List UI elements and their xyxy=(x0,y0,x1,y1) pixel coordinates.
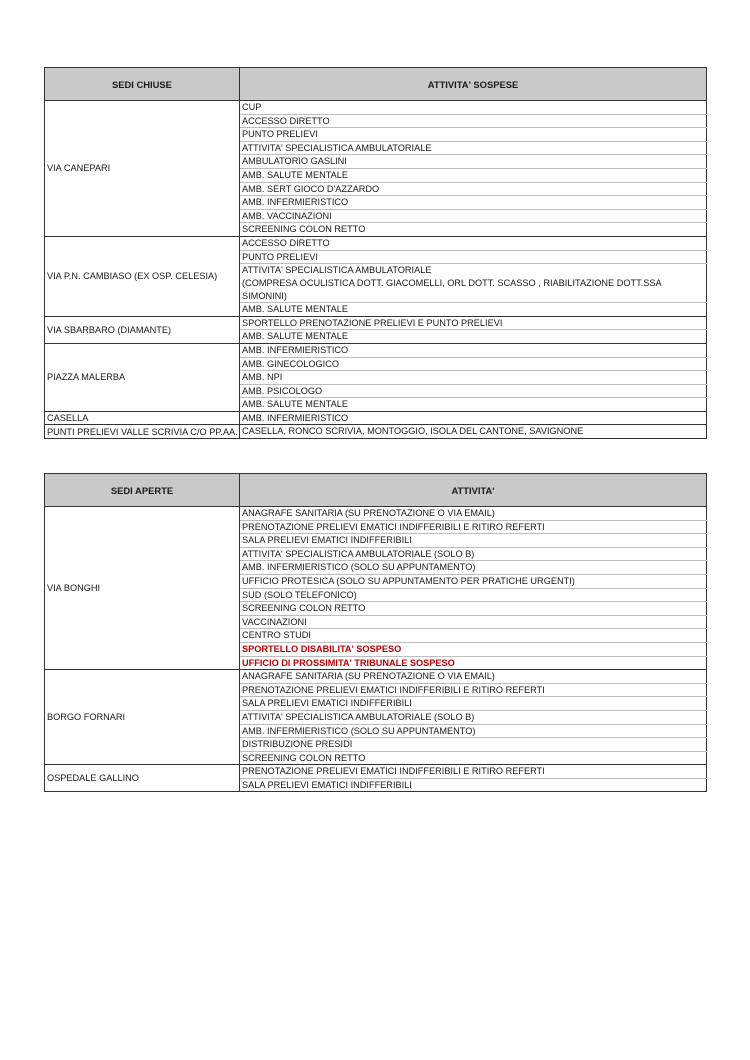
activity-cell: PUNTO PRELIEVI xyxy=(240,250,707,264)
site-name-cell: VIA P.N. CAMBIASO (EX OSP. CELESIA) xyxy=(45,236,240,316)
activity-cell: CENTRO STUDI xyxy=(240,629,707,643)
table-row xyxy=(45,765,707,779)
table-row xyxy=(45,316,707,330)
open-activities-header: ATTIVITA' xyxy=(240,474,707,507)
closed-activities-header: ATTIVITA' SOSPESE xyxy=(240,68,707,101)
activity-cell-multiline xyxy=(240,264,707,303)
table-row xyxy=(45,236,707,250)
activity-cell: AMB. NPI xyxy=(240,371,707,385)
activity-cell: PUNTO PRELIEVI xyxy=(240,128,707,142)
activity-cell: ATTIVITA' SPECIALISTICA AMBULATORIALE xyxy=(240,141,707,155)
site-name-cell: BORGO FORNARI xyxy=(45,670,240,765)
activity-cell: SCREENING COLON RETTO xyxy=(240,602,707,616)
activity-cell: SALA PRELIEVI EMATICI INDIFFERIBILI xyxy=(240,534,707,548)
site-name-cell: VIA CANEPARI xyxy=(45,101,240,237)
activity-cell: ANAGRAFE SANITARIA (SU PRENOTAZIONE O VIA EMAIL) xyxy=(240,507,707,521)
activity-cell: CUP xyxy=(240,101,707,115)
activity-cell: AMB. SALUTE MENTALE xyxy=(240,168,707,182)
table-row xyxy=(45,670,707,684)
activity-cell: VACCINAZIONI xyxy=(240,615,707,629)
activity-cell: AMB. VACCINAZIONI xyxy=(240,209,707,223)
activity-cell: SCREENING COLON RETTO xyxy=(240,223,707,237)
activity-cell: AMB. SERT GIOCO D'AZZARDO xyxy=(240,182,707,196)
open-table-header-row xyxy=(45,474,707,507)
closed-table-body xyxy=(45,101,707,439)
activity-cell: CASELLA, RONCO SCRIVIA, MONTOGGIO, ISOLA DEL CANTONE, SAVIGNONE xyxy=(240,425,707,439)
site-name-cell: OSPEDALE GALLINO xyxy=(45,765,240,792)
activity-cell: SUD (SOLO TELEFONICO) xyxy=(240,588,707,602)
activity-cell: SCREENING COLON RETTO xyxy=(240,751,707,765)
activity-cell: PRENOTAZIONE PRELIEVI EMATICI INDIFFERIBILI E RITIRO REFERTI xyxy=(240,520,707,534)
table-row xyxy=(45,411,707,425)
open-sites-table xyxy=(44,473,707,792)
closed-table-header-row xyxy=(45,68,707,101)
activity-cell: UFFICIO PROTESICA (SOLO SU APPUNTAMENTO PER PRATICHE URGENTI) xyxy=(240,574,707,588)
activity-cell: AMB. INFERMIERISTICO xyxy=(240,343,707,357)
activity-cell: AMB. INFERMIERISTICO xyxy=(240,411,707,425)
closed-sites-table xyxy=(44,67,707,439)
activity-cell: PRENOTAZIONE PRELIEVI EMATICI INDIFFERIBILI E RITIRO REFERTI xyxy=(240,683,707,697)
activity-cell: AMBULATORIO GASLINI xyxy=(240,155,707,169)
activity-cell: ATTIVITA' SPECIALISTICA AMBULATORIALE (SOLO B) xyxy=(240,547,707,561)
activity-line-detail: (COMPRESA OCULISTICA DOTT. GIACOMELLI, ORL DOTT. SCASSO , RIABILITAZIONE DOTT.SSA SIMONINI) xyxy=(242,277,662,301)
closed-site-header: SEDI CHIUSE xyxy=(45,68,240,101)
activity-suspended: UFFICIO DI PROSSIMITA' TRIBUNALE SOSPESO xyxy=(240,656,707,670)
activity-cell: ATTIVITA' SPECIALISTICA AMBULATORIALE (SOLO B) xyxy=(240,710,707,724)
site-name-cell: VIA BONGHI xyxy=(45,507,240,670)
site-name-cell: CASELLA xyxy=(45,411,240,425)
activity-cell: AMB. SALUTE MENTALE xyxy=(240,398,707,412)
table-row xyxy=(45,343,707,357)
site-name-cell: PUNTI PRELIEVI VALLE SCRIVIA C/O PP.AA. xyxy=(45,425,240,439)
table-row xyxy=(45,101,707,115)
site-name-cell: VIA SBARBARO (DIAMANTE) xyxy=(45,316,240,343)
table-row xyxy=(45,425,707,439)
activity-cell: SALA PRELIEVI EMATICI INDIFFERIBILI xyxy=(240,697,707,711)
open-site-header: SEDI APERTE xyxy=(45,474,240,507)
activity-cell: ANAGRAFE SANITARIA (SU PRENOTAZIONE O VIA EMAIL) xyxy=(240,670,707,684)
table-row xyxy=(45,507,707,521)
activity-cell: SPORTELLO PRENOTAZIONE PRELIEVI E PUNTO PRELIEVI xyxy=(240,316,707,330)
activity-suspended: SPORTELLO DISABILITA' SOSPESO xyxy=(240,642,707,656)
activity-cell: AMB. SALUTE MENTALE xyxy=(240,303,707,317)
activity-cell: DISTRIBUZIONE PRESIDI xyxy=(240,738,707,752)
activity-cell: AMB. SALUTE MENTALE xyxy=(240,330,707,344)
activity-cell: AMB. INFERMIERISTICO (SOLO SU APPUNTAMENTO) xyxy=(240,561,707,575)
activity-cell: ACCESSO DIRETTO xyxy=(240,236,707,250)
activity-cell: AMB. INFERMIERISTICO xyxy=(240,196,707,210)
open-table-body xyxy=(45,507,707,792)
site-name-cell: PIAZZA MALERBA xyxy=(45,343,240,411)
activity-cell: AMB. GINECOLOGICO xyxy=(240,357,707,371)
activity-cell: SALA PRELIEVI EMATICI INDIFFERIBILI xyxy=(240,778,707,792)
activity-cell: AMB. INFERMIERISTICO (SOLO SU APPUNTAMENTO) xyxy=(240,724,707,738)
activity-cell: AMB. PSICOLOGO xyxy=(240,384,707,398)
activity-line: ATTIVITA' SPECIALISTICA AMBULATORIALE xyxy=(242,265,432,276)
activity-cell: PRENOTAZIONE PRELIEVI EMATICI INDIFFERIBILI E RITIRO REFERTI xyxy=(240,765,707,779)
activity-cell: ACCESSO DIRETTO xyxy=(240,114,707,128)
